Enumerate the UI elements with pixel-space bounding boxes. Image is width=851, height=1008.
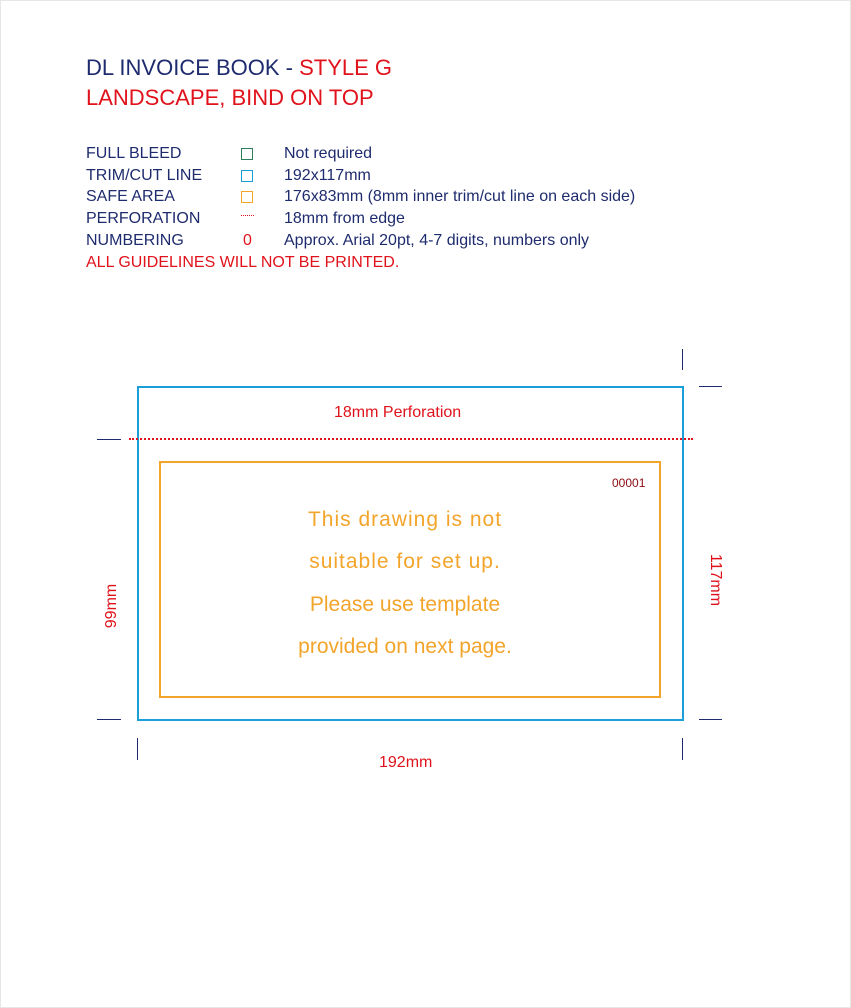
perforation-label: 18mm Perforation bbox=[334, 404, 462, 421]
crop-mark-top-right bbox=[682, 349, 683, 370]
page-title bbox=[86, 55, 392, 81]
green-square-icon bbox=[241, 148, 253, 160]
legend-label: TRIM/CUT LINE bbox=[86, 166, 203, 184]
crop-mark-bottom-left bbox=[137, 738, 138, 760]
numbering-marker: 0 bbox=[243, 231, 252, 249]
notice-line: Please use template bbox=[309, 593, 501, 616]
perforation-mark-left bbox=[97, 439, 121, 440]
left-height-dimension-label: 99mm bbox=[103, 583, 120, 629]
legend-description: 18mm from edge bbox=[284, 210, 405, 228]
legend-description: 192x117mm bbox=[284, 166, 371, 184]
crop-mark-bottom-right bbox=[682, 738, 683, 760]
number-sample: 00001 bbox=[612, 476, 646, 490]
safe-area-box bbox=[159, 461, 661, 698]
blue-square-icon bbox=[241, 170, 253, 182]
legend-description: 176x83mm (8mm inner trim/cut line on each side) bbox=[284, 188, 636, 206]
legend-label: SAFE AREA bbox=[86, 188, 175, 206]
notice-line: suitable for set up. bbox=[309, 550, 501, 573]
crop-mark-left-bottom bbox=[97, 719, 121, 720]
width-dimension-label: 192mm bbox=[379, 754, 433, 771]
dotted-line-icon bbox=[241, 215, 254, 216]
legend-description: Not required bbox=[284, 145, 373, 162]
orange-square-icon bbox=[241, 191, 253, 203]
perforation-line bbox=[129, 438, 693, 440]
crop-mark-right-top bbox=[699, 386, 722, 387]
title-main: DL INVOICE BOOK - bbox=[86, 55, 300, 80]
legend-label: PERFORATION bbox=[86, 210, 201, 228]
crop-mark-right-bottom bbox=[699, 719, 722, 720]
guidelines-warning: ALL GUIDELINES WILL NOT BE PRINTED. bbox=[86, 254, 400, 271]
legend-label: NUMBERING bbox=[86, 231, 184, 249]
legend-label: FULL BLEED bbox=[86, 145, 182, 162]
right-height-dimension-label: 117mm bbox=[707, 553, 724, 607]
legend-description: Approx. Arial 20pt, 4-7 digits, numbers only bbox=[284, 231, 590, 249]
notice-line: provided on next page. bbox=[298, 635, 512, 658]
notice-line: This drawing is not bbox=[307, 508, 503, 531]
title-style: STYLE G bbox=[299, 55, 393, 80]
page-subtitle: LANDSCAPE, BIND ON TOP bbox=[86, 85, 374, 110]
